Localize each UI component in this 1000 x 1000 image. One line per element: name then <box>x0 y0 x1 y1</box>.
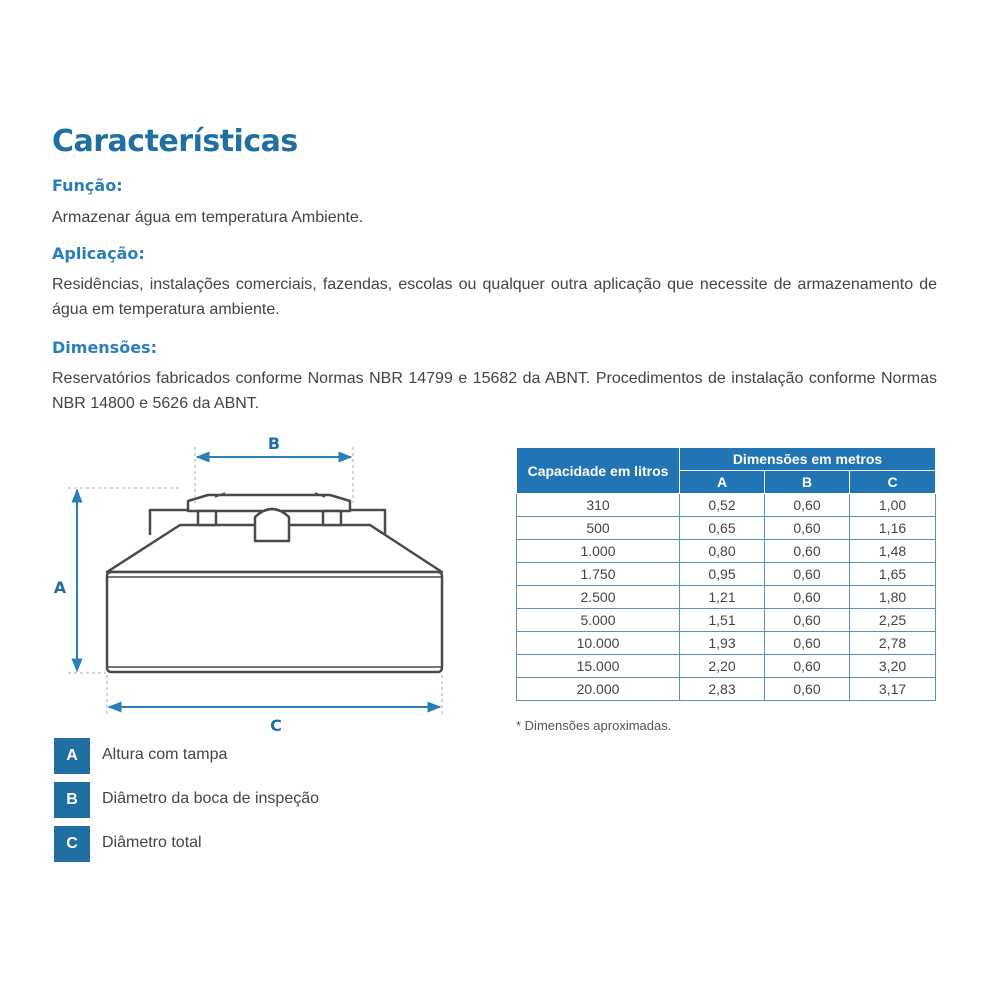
cell-a: 0,95 <box>680 563 765 586</box>
cell-c: 1,65 <box>850 563 936 586</box>
table-row <box>517 678 936 701</box>
capacity-header: Capacidade em litros <box>517 448 680 494</box>
table-row <box>517 632 936 655</box>
cell-c: 3,17 <box>850 678 936 701</box>
cell-a: 2,83 <box>680 678 765 701</box>
column-header-b: B <box>765 471 850 494</box>
cell-c: 1,16 <box>850 517 936 540</box>
cell-a: 1,51 <box>680 609 765 632</box>
legend-badge-b: B <box>54 782 90 818</box>
section-text-dimensoes: Reservatórios fabricados conforme Normas NBR 14799 e 15682 da ABNT. Procedimentos de instalação conforme Normas NBR 14800 e 5626 da ABNT. <box>52 370 937 412</box>
cell-b: 0,60 <box>765 586 850 609</box>
cell-b: 0,60 <box>765 655 850 678</box>
cell-c: 2,25 <box>850 609 936 632</box>
legend-text-a: Altura com tampa <box>102 746 228 763</box>
diagram-label-c: C <box>270 716 282 735</box>
page-title: Características <box>52 124 298 159</box>
legend-text-c: Diâmetro total <box>102 834 202 851</box>
table-row <box>517 540 936 563</box>
dimensions-table <box>516 447 936 701</box>
capacity-cell: 10.000 <box>517 632 680 655</box>
capacity-cell: 1.750 <box>517 563 680 586</box>
cell-a: 0,65 <box>680 517 765 540</box>
column-header-a: A <box>680 471 765 494</box>
cell-a: 0,80 <box>680 540 765 563</box>
section-heading-funcao: Função: <box>52 176 123 195</box>
cell-c: 3,20 <box>850 655 936 678</box>
cell-a: 1,93 <box>680 632 765 655</box>
legend-text-b: Diâmetro da boca de inspeção <box>102 790 320 807</box>
cell-b: 0,60 <box>765 563 850 586</box>
table-row <box>517 586 936 609</box>
table-row <box>517 517 936 540</box>
section-text-funcao: Armazenar água em temperatura Ambiente. <box>52 209 364 226</box>
tank-outline <box>107 495 442 672</box>
section-heading-aplicacao: Aplicação: <box>52 244 145 263</box>
cell-c: 1,00 <box>850 494 936 517</box>
capacity-cell: 310 <box>517 494 680 517</box>
cell-a: 0,52 <box>680 494 765 517</box>
footnote: * Dimensões aproximadas. <box>516 718 672 733</box>
cell-a: 2,20 <box>680 655 765 678</box>
diagram-label-b: B <box>267 434 281 453</box>
legend-badge-a: A <box>54 738 90 774</box>
tank-diagram <box>40 425 460 745</box>
table-row <box>517 655 936 678</box>
cell-b: 0,60 <box>765 517 850 540</box>
capacity-cell: 2.500 <box>517 586 680 609</box>
diagram-label-a: A <box>53 578 67 597</box>
cell-a: 1,21 <box>680 586 765 609</box>
cell-b: 0,60 <box>765 678 850 701</box>
capacity-cell: 15.000 <box>517 655 680 678</box>
cell-b: 0,60 <box>765 540 850 563</box>
cell-c: 2,78 <box>850 632 936 655</box>
table-row <box>517 563 936 586</box>
dimensions-header: Dimensões em metros <box>680 448 936 471</box>
section-text-aplicacao: Residências, instalações comerciais, fazendas, escolas ou qualquer outra aplicação que necessite de armazenamento de água em temperatura ambiente. <box>52 276 937 318</box>
cell-b: 0,60 <box>765 494 850 517</box>
capacity-cell: 500 <box>517 517 680 540</box>
capacity-cell: 20.000 <box>517 678 680 701</box>
legend-badge-c: C <box>54 826 90 862</box>
section-heading-dimensoes: Dimensões: <box>52 338 157 357</box>
table-row <box>517 494 936 517</box>
column-header-c: C <box>850 471 936 494</box>
table-row <box>517 609 936 632</box>
cell-b: 0,60 <box>765 632 850 655</box>
cell-b: 0,60 <box>765 609 850 632</box>
cell-c: 1,48 <box>850 540 936 563</box>
capacity-cell: 1.000 <box>517 540 680 563</box>
cell-c: 1,80 <box>850 586 936 609</box>
capacity-cell: 5.000 <box>517 609 680 632</box>
